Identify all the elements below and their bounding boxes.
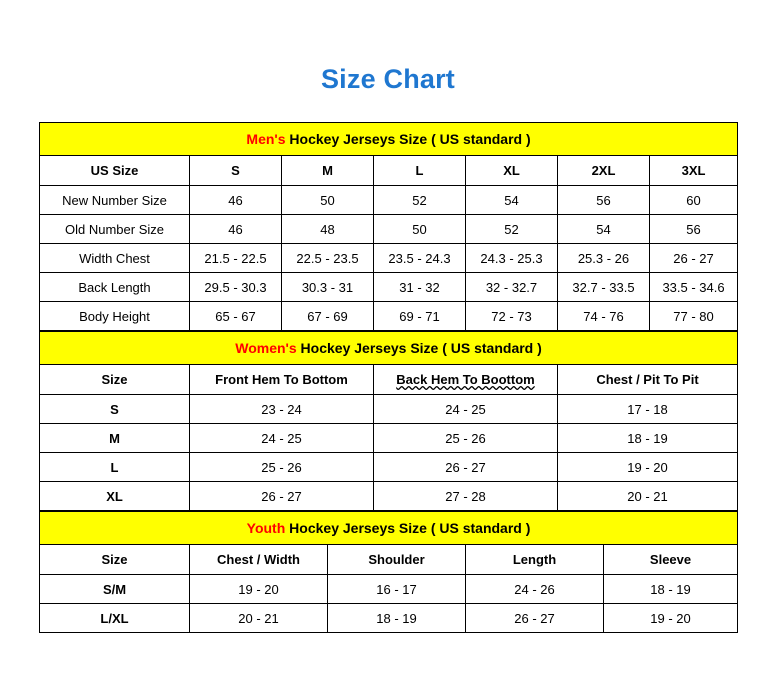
womens-col-3: Chest / Pit To Pit bbox=[558, 365, 738, 395]
mens-row-3-val-3: 32 - 32.7 bbox=[466, 273, 558, 302]
womens-row-3-val-1: 27 - 28 bbox=[374, 482, 558, 511]
womens-row-3-val-2: 20 - 21 bbox=[558, 482, 738, 511]
mens-row-0-val-3: 54 bbox=[466, 186, 558, 215]
youth-size-table bbox=[39, 511, 738, 633]
table-row bbox=[40, 453, 738, 482]
youth-col-3: Length bbox=[466, 545, 604, 575]
youth-section-header bbox=[40, 512, 738, 545]
womens-row-1-val-1: 25 - 26 bbox=[374, 424, 558, 453]
mens-row-2-val-4: 25.3 - 26 bbox=[558, 244, 650, 273]
youth-section-rest: Hockey Jerseys Size ( US standard ) bbox=[285, 520, 531, 536]
table-row bbox=[40, 395, 738, 424]
womens-row-2-val-0: 25 - 26 bbox=[190, 453, 374, 482]
table-row bbox=[40, 482, 738, 511]
mens-row-1-val-0: 46 bbox=[190, 215, 282, 244]
mens-row-0-label: New Number Size bbox=[40, 186, 190, 215]
womens-row-0-label: S bbox=[40, 395, 190, 424]
youth-col-0: Size bbox=[40, 545, 190, 575]
mens-row-1-label: Old Number Size bbox=[40, 215, 190, 244]
youth-row-1-label: L/XL bbox=[40, 604, 190, 633]
womens-column-header-row bbox=[40, 365, 738, 395]
mens-row-4-val-0: 65 - 67 bbox=[190, 302, 282, 331]
mens-row-2-val-1: 22.5 - 23.5 bbox=[282, 244, 374, 273]
table-row bbox=[40, 215, 738, 244]
womens-row-0-val-2: 17 - 18 bbox=[558, 395, 738, 424]
mens-row-1-val-1: 48 bbox=[282, 215, 374, 244]
mens-row-4-val-4: 74 - 76 bbox=[558, 302, 650, 331]
mens-section-accent: Men's bbox=[246, 131, 286, 147]
womens-section-rest: Hockey Jerseys Size ( US standard ) bbox=[296, 340, 542, 356]
youth-row-1-val-0: 20 - 21 bbox=[190, 604, 328, 633]
mens-size-table bbox=[39, 122, 738, 331]
table-row bbox=[40, 424, 738, 453]
womens-size-table bbox=[39, 331, 738, 511]
youth-row-0-label: S/M bbox=[40, 575, 190, 604]
mens-row-0-val-1: 50 bbox=[282, 186, 374, 215]
womens-row-0-val-0: 23 - 24 bbox=[190, 395, 374, 424]
mens-col-0: US Size bbox=[40, 156, 190, 186]
mens-col-5: 2XL bbox=[558, 156, 650, 186]
mens-row-2-label: Width Chest bbox=[40, 244, 190, 273]
youth-section-header-row bbox=[40, 512, 738, 545]
youth-col-4: Sleeve bbox=[604, 545, 738, 575]
womens-row-2-label: L bbox=[40, 453, 190, 482]
womens-row-2-val-1: 26 - 27 bbox=[374, 453, 558, 482]
mens-row-4-label: Body Height bbox=[40, 302, 190, 331]
mens-row-3-label: Back Length bbox=[40, 273, 190, 302]
mens-row-3-val-0: 29.5 - 30.3 bbox=[190, 273, 282, 302]
youth-row-0-val-3: 18 - 19 bbox=[604, 575, 738, 604]
size-chart-tables bbox=[39, 122, 737, 633]
womens-section-header-row bbox=[40, 332, 738, 365]
mens-col-1: S bbox=[190, 156, 282, 186]
womens-row-3-val-0: 26 - 27 bbox=[190, 482, 374, 511]
youth-row-1-val-1: 18 - 19 bbox=[328, 604, 466, 633]
mens-section-header-row bbox=[40, 123, 738, 156]
mens-row-1-val-3: 52 bbox=[466, 215, 558, 244]
mens-row-0-val-2: 52 bbox=[374, 186, 466, 215]
table-row bbox=[40, 604, 738, 633]
youth-row-0-val-0: 19 - 20 bbox=[190, 575, 328, 604]
womens-col-2: Back Hem To Boottom bbox=[374, 365, 558, 395]
mens-column-header-row bbox=[40, 156, 738, 186]
womens-col-0: Size bbox=[40, 365, 190, 395]
youth-row-0-val-1: 16 - 17 bbox=[328, 575, 466, 604]
mens-row-4-val-2: 69 - 71 bbox=[374, 302, 466, 331]
mens-row-3-val-4: 32.7 - 33.5 bbox=[558, 273, 650, 302]
mens-row-3-val-2: 31 - 32 bbox=[374, 273, 466, 302]
womens-section-header bbox=[40, 332, 738, 365]
mens-row-1-val-4: 54 bbox=[558, 215, 650, 244]
mens-row-1-val-2: 50 bbox=[374, 215, 466, 244]
table-row bbox=[40, 186, 738, 215]
table-row bbox=[40, 302, 738, 331]
womens-section-accent: Women's bbox=[235, 340, 297, 356]
mens-row-2-val-0: 21.5 - 22.5 bbox=[190, 244, 282, 273]
page-title: Size Chart bbox=[320, 64, 456, 94]
mens-col-6: 3XL bbox=[650, 156, 738, 186]
mens-row-3-val-5: 33.5 - 34.6 bbox=[650, 273, 738, 302]
womens-row-1-label: M bbox=[40, 424, 190, 453]
womens-row-1-val-2: 18 - 19 bbox=[558, 424, 738, 453]
mens-col-3: L bbox=[374, 156, 466, 186]
mens-col-2: M bbox=[282, 156, 374, 186]
mens-row-0-val-5: 60 bbox=[650, 186, 738, 215]
youth-section-accent: Youth bbox=[246, 520, 286, 536]
youth-row-0-val-2: 24 - 26 bbox=[466, 575, 604, 604]
table-row bbox=[40, 575, 738, 604]
youth-row-1-val-2: 26 - 27 bbox=[466, 604, 604, 633]
mens-row-2-val-5: 26 - 27 bbox=[650, 244, 738, 273]
mens-row-4-val-3: 72 - 73 bbox=[466, 302, 558, 331]
mens-row-0-val-4: 56 bbox=[558, 186, 650, 215]
womens-row-1-val-0: 24 - 25 bbox=[190, 424, 374, 453]
mens-section-rest: Hockey Jerseys Size ( US standard ) bbox=[285, 131, 531, 147]
mens-row-0-val-0: 46 bbox=[190, 186, 282, 215]
mens-section-header bbox=[40, 123, 738, 156]
womens-row-2-val-2: 19 - 20 bbox=[558, 453, 738, 482]
mens-row-4-val-1: 67 - 69 bbox=[282, 302, 374, 331]
youth-row-1-val-3: 19 - 20 bbox=[604, 604, 738, 633]
womens-row-0-val-1: 24 - 25 bbox=[374, 395, 558, 424]
youth-col-1: Chest / Width bbox=[190, 545, 328, 575]
mens-col-4: XL bbox=[466, 156, 558, 186]
womens-row-3-label: XL bbox=[40, 482, 190, 511]
youth-col-2: Shoulder bbox=[328, 545, 466, 575]
mens-row-1-val-5: 56 bbox=[650, 215, 738, 244]
table-row bbox=[40, 244, 738, 273]
table-row bbox=[40, 273, 738, 302]
mens-row-3-val-1: 30.3 - 31 bbox=[282, 273, 374, 302]
youth-column-header-row bbox=[40, 545, 738, 575]
mens-row-4-val-5: 77 - 80 bbox=[650, 302, 738, 331]
womens-col-1: Front Hem To Bottom bbox=[190, 365, 374, 395]
mens-row-2-val-2: 23.5 - 24.3 bbox=[374, 244, 466, 273]
mens-row-2-val-3: 24.3 - 25.3 bbox=[466, 244, 558, 273]
